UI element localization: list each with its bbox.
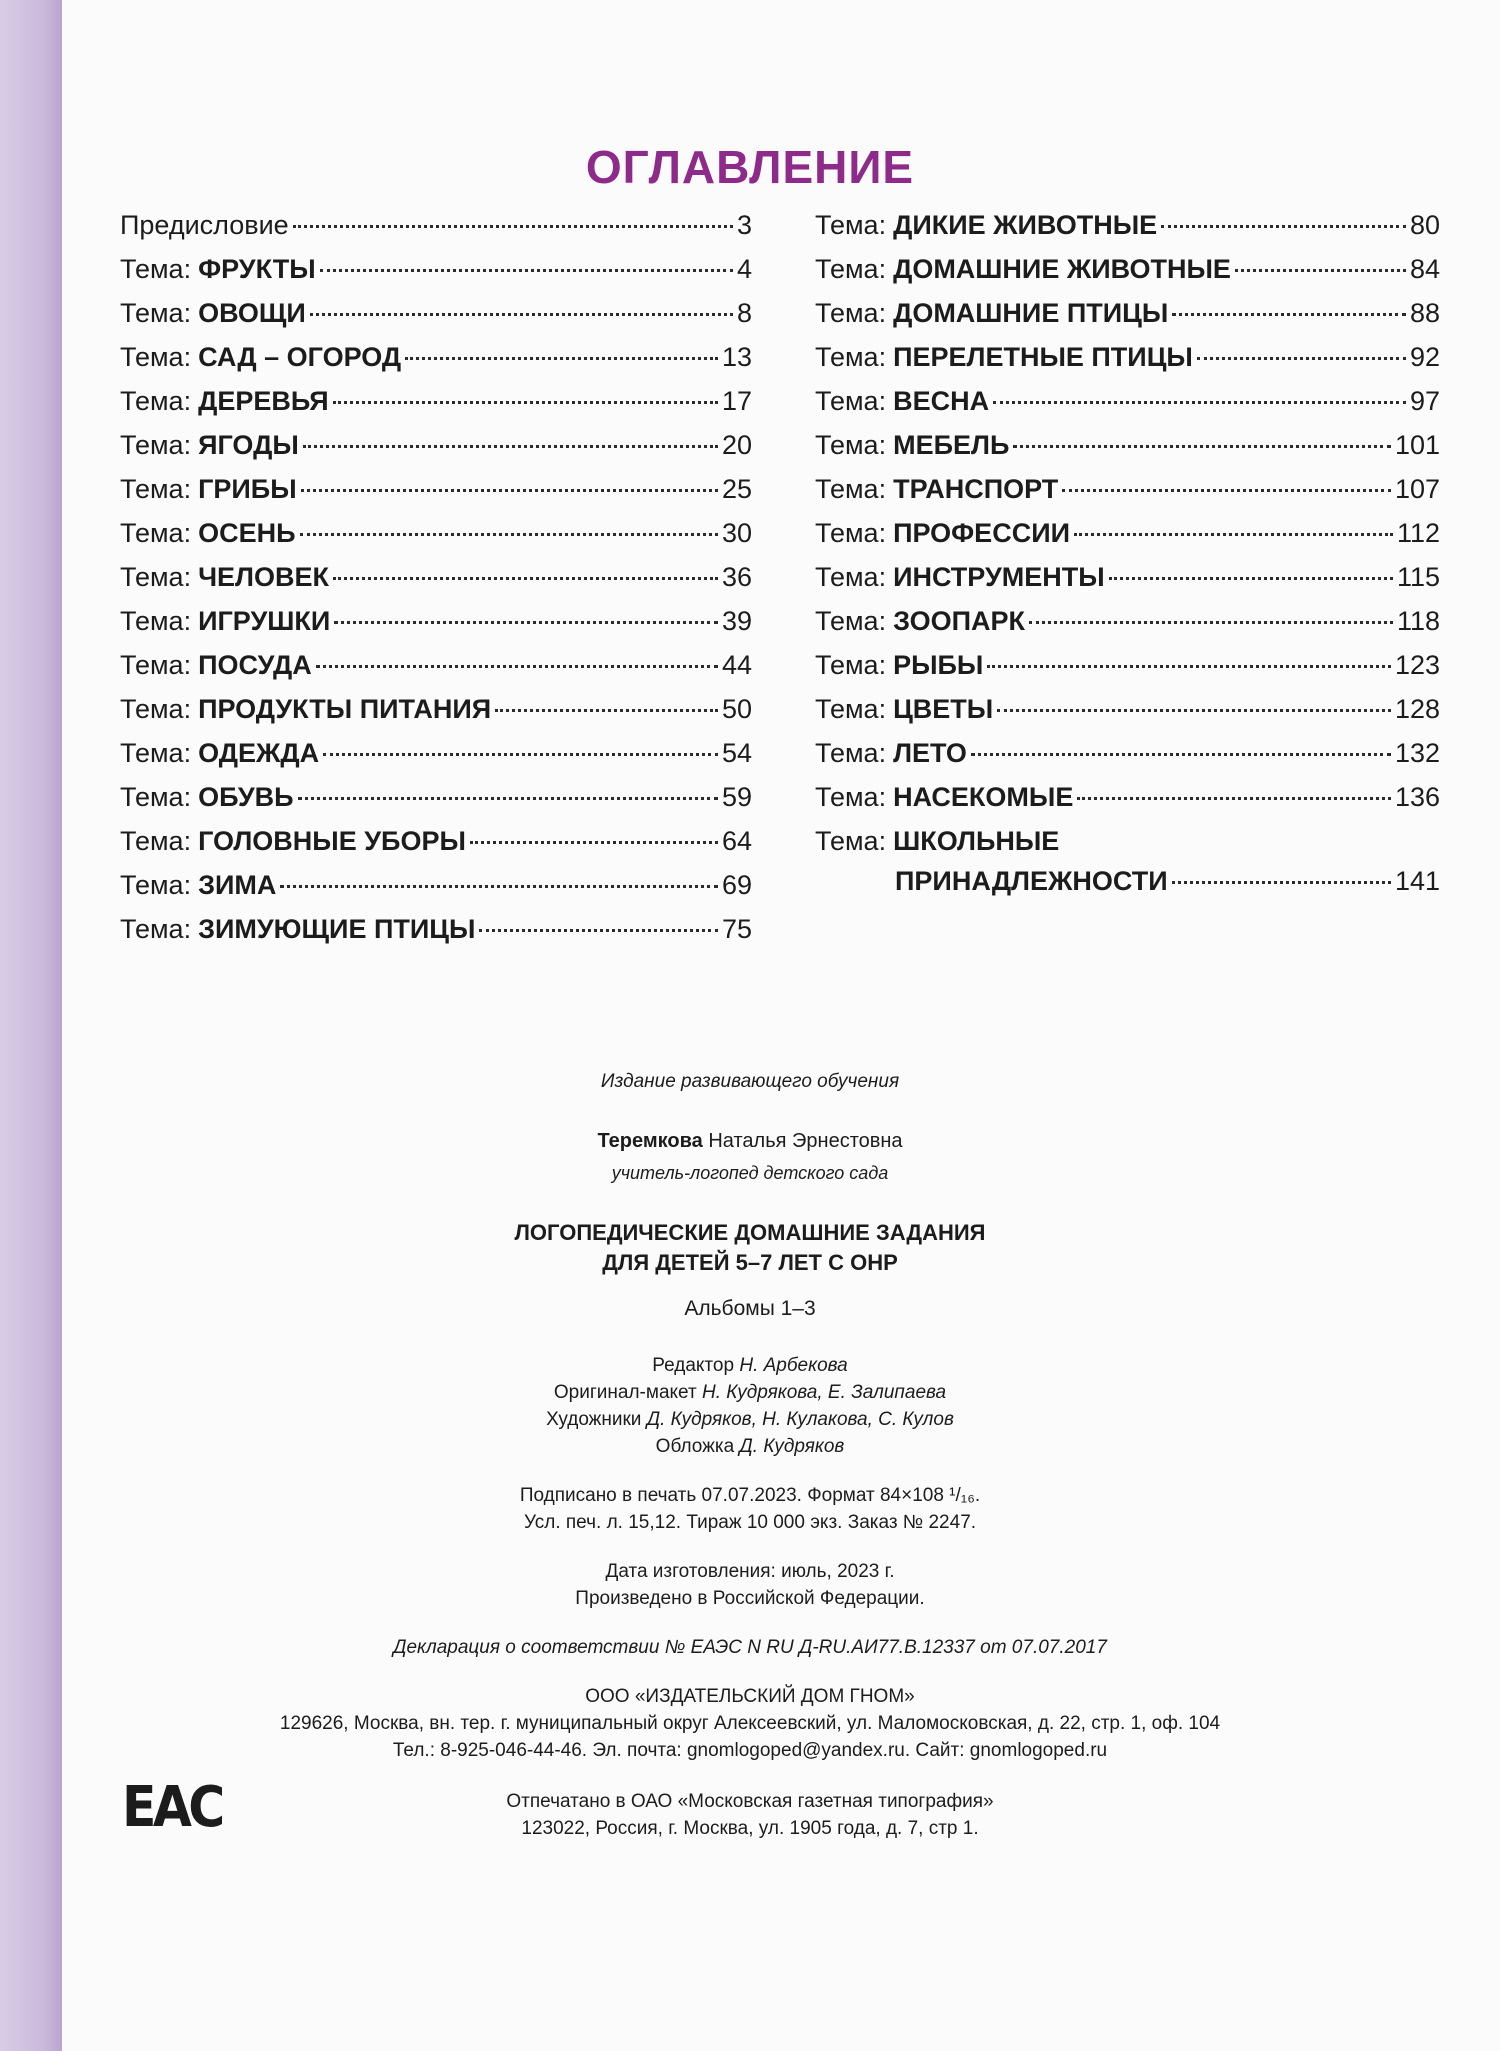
page-title: ОГЛАВЛЕНИЕ bbox=[585, 141, 915, 193]
toc-entry-topic: ПРОДУКТЫ ПИТАНИЯ bbox=[198, 694, 492, 724]
toc-entry-page: 8 bbox=[736, 298, 752, 328]
editor-label: Редактор bbox=[652, 1355, 735, 1376]
toc-entry bbox=[120, 518, 752, 562]
toc-entry-prefix: Тема: bbox=[815, 386, 887, 416]
toc-entry-page: 50 bbox=[721, 694, 752, 724]
toc-entry-topic: МЕБЕЛЬ bbox=[893, 430, 1010, 460]
toc-leader-dots bbox=[298, 797, 718, 800]
toc-entry-topic: ОВОЩИ bbox=[198, 298, 306, 328]
toc-entry-page: 13 bbox=[721, 342, 752, 372]
toc-leader-dots bbox=[333, 401, 718, 404]
toc-entry-topic: ВЕСНА bbox=[893, 386, 990, 416]
toc-left-column bbox=[120, 210, 752, 958]
toc-entry-prefix: Тема: bbox=[120, 430, 192, 460]
toc-entry-prefix: Тема: bbox=[815, 342, 887, 372]
toc-entry-prefix: Тема: bbox=[815, 518, 887, 548]
toc-entry-prefix: Тема: bbox=[815, 430, 887, 460]
toc-entry bbox=[815, 650, 1440, 694]
print-line-2: Усл. печ. л. 15,12. Тираж 10 000 экз. Заказ № 2247. bbox=[523, 1512, 977, 1533]
toc-entry-prefix: Тема: bbox=[815, 562, 887, 592]
toc-entry-page: 3 bbox=[736, 210, 752, 240]
toc-leader-dots bbox=[1077, 797, 1391, 800]
toc-entry bbox=[815, 342, 1440, 386]
layout-label: Оригинал-макет bbox=[553, 1382, 697, 1403]
toc-leader-dots bbox=[1109, 577, 1393, 580]
toc-entry-page: 118 bbox=[1396, 606, 1440, 636]
toc-entry bbox=[120, 298, 752, 342]
toc-entry-topic: ЦВЕТЫ bbox=[893, 694, 994, 724]
toc-entry-page: 88 bbox=[1409, 298, 1440, 328]
toc-entry-prefix: Тема: bbox=[815, 650, 887, 680]
toc-entry-prefix: Тема: bbox=[120, 914, 192, 944]
toc-entry bbox=[815, 254, 1440, 298]
toc-entry-topic: ОДЕЖДА bbox=[198, 738, 320, 768]
toc-entry-prefix: Тема: bbox=[120, 650, 192, 680]
toc-entry-page: 128 bbox=[1394, 694, 1440, 724]
toc-leader-dots bbox=[470, 841, 718, 844]
toc-entry bbox=[120, 474, 752, 518]
toc-entry-page: 4 bbox=[736, 254, 752, 284]
toc-entry-page: 92 bbox=[1409, 342, 1440, 372]
toc-entry bbox=[815, 386, 1440, 430]
toc-entry bbox=[120, 694, 752, 738]
toc-entry-prefix: Тема: bbox=[815, 298, 887, 328]
toc-entry bbox=[120, 914, 752, 958]
toc-entry-topic: ПОСУДА bbox=[198, 650, 312, 680]
book-title-line-2: ДЛЯ ДЕТЕЙ 5–7 ЛЕТ С ОНР bbox=[602, 1250, 898, 1275]
toc-entry-prefix: Тема: bbox=[120, 782, 192, 812]
artists-names: Д. Кудряков, Н. Кулакова, С. Кулов bbox=[646, 1409, 954, 1430]
toc-entry-prefix: Тема: bbox=[120, 474, 192, 504]
toc-entry-prefix: Тема: bbox=[120, 870, 192, 900]
toc-leader-dots bbox=[323, 753, 718, 756]
toc-entry-topic: ЗИМА bbox=[198, 870, 277, 900]
editor-line bbox=[0, 1352, 1500, 1379]
toc-leader-dots bbox=[1197, 357, 1406, 360]
toc-entry-prefix: Тема: bbox=[120, 606, 192, 636]
toc-entry bbox=[120, 606, 752, 650]
toc-entry-prefix: Тема: bbox=[815, 782, 887, 812]
toc-entry bbox=[815, 298, 1440, 342]
toc-entry bbox=[815, 782, 1440, 826]
toc-right-column bbox=[815, 210, 1440, 910]
toc-leader-dots bbox=[971, 753, 1391, 756]
toc-entry-topic: ОБУВЬ bbox=[198, 782, 294, 812]
toc-entry-page: 112 bbox=[1396, 518, 1440, 548]
toc-entry bbox=[815, 606, 1440, 650]
layout-names: Н. Кудрякова, Е. Залипаева bbox=[701, 1382, 947, 1403]
toc-entry bbox=[815, 474, 1440, 518]
toc-entry-page: 69 bbox=[721, 870, 752, 900]
toc-entry bbox=[120, 386, 752, 430]
toc-entry-prefix: Тема: bbox=[120, 694, 192, 724]
made-country-line: Произведено в Российской Федерации. bbox=[575, 1588, 925, 1609]
toc-entry-page: 30 bbox=[721, 518, 752, 548]
toc-entry-topic: ТРАНСПОРТ bbox=[893, 474, 1059, 504]
toc-entry-topic: ОСЕНЬ bbox=[198, 518, 296, 548]
publisher-address: 129626, Москва, вн. тер. г. муниципальный округ Алексеевский, ул. Маломосковская, д. 22, стр. 1, оф. 104 bbox=[279, 1713, 1221, 1734]
printer-line-2: 123022, Россия, г. Москва, ул. 1905 года, д. 7, стр 1. bbox=[521, 1818, 979, 1839]
toc-entry bbox=[120, 210, 752, 254]
toc-entry-page: 44 bbox=[721, 650, 752, 680]
publisher-contacts: Тел.: 8-925-046-44-46. Эл. почта: gnomlogoped@yandex.ru. Сайт: gnomlogoped.ru bbox=[392, 1740, 1108, 1761]
toc-entry bbox=[120, 826, 752, 870]
toc-entry bbox=[120, 342, 752, 386]
toc-entry-page: 141 bbox=[1394, 866, 1440, 896]
toc-entry-page: 136 bbox=[1394, 782, 1440, 812]
toc-entry-topic: ДОМАШНИЕ ПТИЦЫ bbox=[893, 298, 1169, 328]
toc-leader-dots bbox=[479, 929, 718, 932]
cover-line bbox=[0, 1433, 1500, 1460]
toc-leader-dots bbox=[301, 489, 718, 492]
toc-leader-dots bbox=[1013, 445, 1391, 448]
toc-entry-page: 20 bbox=[721, 430, 752, 460]
toc-leader-dots bbox=[405, 357, 718, 360]
toc-entry-topic: ДЕРЕВЬЯ bbox=[198, 386, 329, 416]
toc-entry-topic: ФРУКТЫ bbox=[198, 254, 316, 284]
toc-entry-prefix: Тема: bbox=[815, 606, 887, 636]
toc-entry-page: 97 bbox=[1409, 386, 1440, 416]
toc-entry bbox=[120, 562, 752, 606]
toc-leader-dots bbox=[280, 885, 718, 888]
toc-entry-prefix: Тема: bbox=[120, 298, 192, 328]
toc-entry-topic: ИГРУШКИ bbox=[198, 606, 331, 636]
toc-entry-topic: ЛЕТО bbox=[893, 738, 967, 768]
author-line bbox=[0, 1128, 1500, 1155]
toc-entry-topic: ШКОЛЬНЫЕ bbox=[893, 826, 1060, 856]
toc-entry bbox=[120, 430, 752, 474]
toc-entry-prefix: Тема: bbox=[120, 386, 192, 416]
layout-line bbox=[0, 1379, 1500, 1406]
toc-entry-topic: ИНСТРУМЕНТЫ bbox=[893, 562, 1105, 592]
toc-entry-prefix: Тема: bbox=[120, 738, 192, 768]
toc-entry bbox=[815, 826, 1440, 910]
toc-leader-dots bbox=[1172, 313, 1406, 316]
toc-entry-topic: ЧЕЛОВЕК bbox=[198, 562, 329, 592]
book-title-line-1: ЛОГОПЕДИЧЕСКИЕ ДОМАШНИЕ ЗАДАНИЯ bbox=[514, 1220, 986, 1245]
toc-leader-dots bbox=[300, 533, 718, 536]
toc-entry-page: 54 bbox=[721, 738, 752, 768]
toc-entry-prefix: Предисловие bbox=[120, 210, 289, 240]
printer-line-1: Отпечатано в ОАО «Московская газетная типография» bbox=[506, 1791, 994, 1812]
author-role: учитель-логопед детского сада bbox=[611, 1163, 889, 1183]
toc-entry bbox=[120, 782, 752, 826]
toc-leader-dots bbox=[1172, 881, 1391, 884]
toc-entry-topic: ГОЛОВНЫЕ УБОРЫ bbox=[198, 826, 466, 856]
toc-entry bbox=[120, 650, 752, 694]
toc-entry-prefix: Тема: bbox=[815, 210, 887, 240]
cover-label: Обложка bbox=[655, 1436, 735, 1457]
toc-entry-topic: ЯГОДЫ bbox=[198, 430, 299, 460]
toc-entry-prefix: Тема: bbox=[815, 694, 887, 724]
toc-entry-page: 115 bbox=[1396, 562, 1440, 592]
toc-entry-page: 64 bbox=[721, 826, 752, 856]
toc-entry-topic: ПРОФЕССИИ bbox=[893, 518, 1071, 548]
toc-entry bbox=[120, 254, 752, 298]
toc-entry-topic-cont: ПРИНАДЛЕЖНОСТИ bbox=[895, 866, 1168, 896]
toc-entry-page: 101 bbox=[1394, 430, 1440, 460]
toc-leader-dots bbox=[495, 709, 718, 712]
publisher-line: ООО «ИЗДАТЕЛЬСКИЙ ДОМ ГНОМ» bbox=[585, 1686, 915, 1707]
toc-entry bbox=[815, 738, 1440, 782]
toc-entry bbox=[120, 738, 752, 782]
toc-leader-dots bbox=[1161, 225, 1406, 228]
toc-leader-dots bbox=[1235, 269, 1406, 272]
toc-entry-topic: ЗИМУЮЩИЕ ПТИЦЫ bbox=[198, 914, 476, 944]
artists-line bbox=[0, 1406, 1500, 1433]
toc-leader-dots bbox=[993, 401, 1406, 404]
toc-entry-page: 84 bbox=[1409, 254, 1440, 284]
toc-entry-page: 25 bbox=[721, 474, 752, 504]
toc-entry bbox=[815, 562, 1440, 606]
toc-leader-dots bbox=[303, 445, 718, 448]
toc-entry-prefix: Тема: bbox=[815, 254, 887, 284]
editor-name: Н. Арбекова bbox=[739, 1355, 848, 1376]
toc-entry-prefix: Тема: bbox=[120, 254, 192, 284]
toc-entry-page: 107 bbox=[1394, 474, 1440, 504]
toc-entry-page: 123 bbox=[1394, 650, 1440, 680]
made-date-line: Дата изготовления: июль, 2023 г. bbox=[605, 1561, 895, 1582]
toc-leader-dots bbox=[333, 577, 718, 580]
toc-leader-dots bbox=[320, 269, 733, 272]
toc-entry-page: 80 bbox=[1409, 210, 1440, 240]
author-name: Наталья Эрнестовна bbox=[708, 1130, 903, 1152]
series-line: Издание развивающего обучения bbox=[600, 1071, 900, 1092]
print-line-1: Подписано в печать 07.07.2023. Формат 84×108 ¹/₁₆. bbox=[519, 1485, 981, 1506]
toc-entry-topic: НАСЕКОМЫЕ bbox=[893, 782, 1074, 812]
toc-entry-prefix: Тема: bbox=[120, 826, 192, 856]
toc-entry-topic: ЗООПАРК bbox=[893, 606, 1026, 636]
toc-entry bbox=[815, 430, 1440, 474]
albums-line: Альбомы 1–3 bbox=[684, 1297, 816, 1320]
toc-entry-page: 36 bbox=[721, 562, 752, 592]
toc-entry-prefix: Тема: bbox=[120, 562, 192, 592]
toc-entry-topic: РЫБЫ bbox=[893, 650, 984, 680]
toc-entry-prefix: Тема: bbox=[815, 738, 887, 768]
toc-entry-topic: ДОМАШНИЕ ЖИВОТНЫЕ bbox=[893, 254, 1231, 284]
toc-entry bbox=[815, 694, 1440, 738]
toc-leader-dots bbox=[1074, 533, 1393, 536]
toc-entry bbox=[120, 870, 752, 914]
toc-leader-dots bbox=[316, 665, 718, 668]
toc-entry-page: 17 bbox=[721, 386, 752, 416]
artists-label: Художники bbox=[546, 1409, 642, 1430]
toc-entry-topic: САД – ОГОРОД bbox=[198, 342, 402, 372]
toc-leader-dots bbox=[334, 621, 718, 624]
author-surname: Теремкова bbox=[597, 1130, 703, 1152]
toc-entry-page: 75 bbox=[721, 914, 752, 944]
declaration-line: Декларация о соответствии № ЕАЭС N RU Д-RU.АИ77.В.12337 от 07.07.2017 bbox=[393, 1637, 1107, 1658]
toc-leader-dots bbox=[293, 225, 733, 228]
toc-entry-prefix: Тема: bbox=[815, 474, 887, 504]
toc-entry-page: 39 bbox=[721, 606, 752, 636]
toc-entry-prefix: Тема: bbox=[120, 342, 192, 372]
toc-entry-prefix: Тема: bbox=[120, 518, 192, 548]
toc-leader-dots bbox=[1062, 489, 1391, 492]
toc-entry-page: 59 bbox=[721, 782, 752, 812]
toc-entry bbox=[815, 210, 1440, 254]
toc-entry bbox=[815, 518, 1440, 562]
toc-entry-page: 132 bbox=[1394, 738, 1440, 768]
toc-entry-topic: ПЕРЕЛЕТНЫЕ ПТИЦЫ bbox=[893, 342, 1193, 372]
eac-mark-icon: ЕАС bbox=[122, 1775, 222, 1840]
toc-leader-dots bbox=[310, 313, 733, 316]
toc-entry-topic: ГРИБЫ bbox=[198, 474, 297, 504]
toc-entry-prefix: Тема: bbox=[815, 826, 887, 856]
toc-leader-dots bbox=[987, 665, 1391, 668]
toc-leader-dots bbox=[1029, 621, 1393, 624]
cover-name: Д. Кудряков bbox=[739, 1436, 845, 1457]
toc-entry-topic: ДИКИЕ ЖИВОТНЫЕ bbox=[893, 210, 1158, 240]
toc-leader-dots bbox=[997, 709, 1391, 712]
